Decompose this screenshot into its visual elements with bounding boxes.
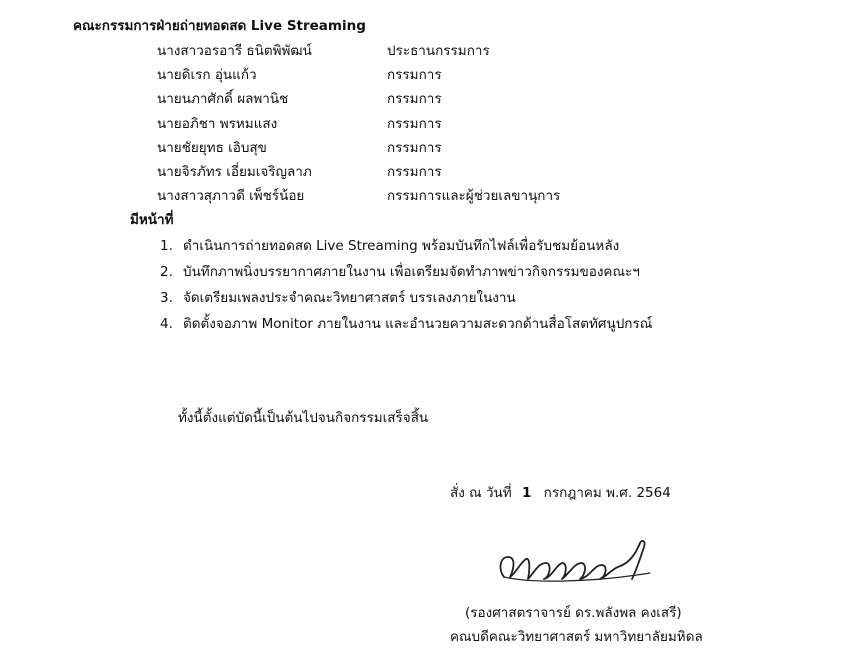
committee-title: คณะกรรมการฝ่ายถ่ายทอดสด Live Streaming [73, 18, 366, 34]
order-date [450, 484, 671, 502]
duty-number: 3. [160, 290, 173, 306]
member-name: นายจิรภัทร เอี่ยมเจริญลาภ [157, 164, 312, 180]
member-role: กรรมการ [387, 91, 442, 107]
duty-number: 2. [160, 264, 173, 280]
member-name: นางสาวสุภาวดี เพ็ชร์น้อย [157, 188, 305, 204]
member-role: กรรมการ [387, 140, 442, 156]
member-name: นางสาวอรอารี ธนิตพิพัฒน์ [157, 43, 312, 59]
member-name: นายนภาศักดิ์ ผลพานิช [157, 91, 289, 107]
member-role: ประธานกรรมการ [387, 43, 490, 59]
signatory-name: (รองศาสตราจารย์ ดร.พลังพล คงเสรี) [465, 605, 682, 621]
handwritten-signature [490, 533, 670, 591]
order-date-month-year: กรกฎาคม พ.ศ. 2564 [543, 485, 671, 501]
member-name: นายชัยยุทธ เอิบสุข [157, 140, 267, 156]
effective-statement: ทั้งนี้ตั้งแต่บัดนี้เป็นต้นไปจนกิจกรรมเสร็จสิ้น [178, 410, 429, 426]
signatory-title: คณบดีคณะวิทยาศาสตร์ มหาวิทยาลัยมหิดล [450, 629, 703, 645]
duty-text: บันทึกภาพนิ่งบรรยากาศภายในงาน เพื่อเตรียมจัดทำภาพข่าวกิจกรรมของคณะฯ [183, 264, 640, 280]
member-name: นายอภิชา พรหมแสง [157, 116, 278, 132]
member-role: กรรมการ [387, 67, 442, 83]
order-date-prefix: สั่ง ณ วันที่ [450, 485, 512, 501]
duty-text: ดำเนินการถ่ายทอดสด Live Streaming พร้อมบันทึกไฟล์เพื่อรับชมย้อนหลัง [183, 238, 620, 254]
duty-text: ติดตั้งจอภาพ Monitor ภายในงาน และอำนวยความสะดวกด้านสื่อโสตทัศนูปกรณ์ [183, 316, 653, 332]
duties-heading: มีหน้าที่ [130, 212, 174, 228]
duty-text: จัดเตรียมเพลงประจำคณะวิทยาศาสตร์ บรรเลงภายในงาน [183, 290, 516, 306]
member-role: กรรมการและผู้ช่วยเลขานุการ [387, 188, 561, 204]
duty-number: 4. [160, 316, 173, 332]
member-role: กรรมการ [387, 116, 442, 132]
order-date-day: 1 [521, 485, 532, 501]
member-role: กรรมการ [387, 164, 442, 180]
member-name: นายดิเรก อุ่นแก้ว [157, 67, 257, 83]
duty-number: 1. [160, 238, 173, 254]
